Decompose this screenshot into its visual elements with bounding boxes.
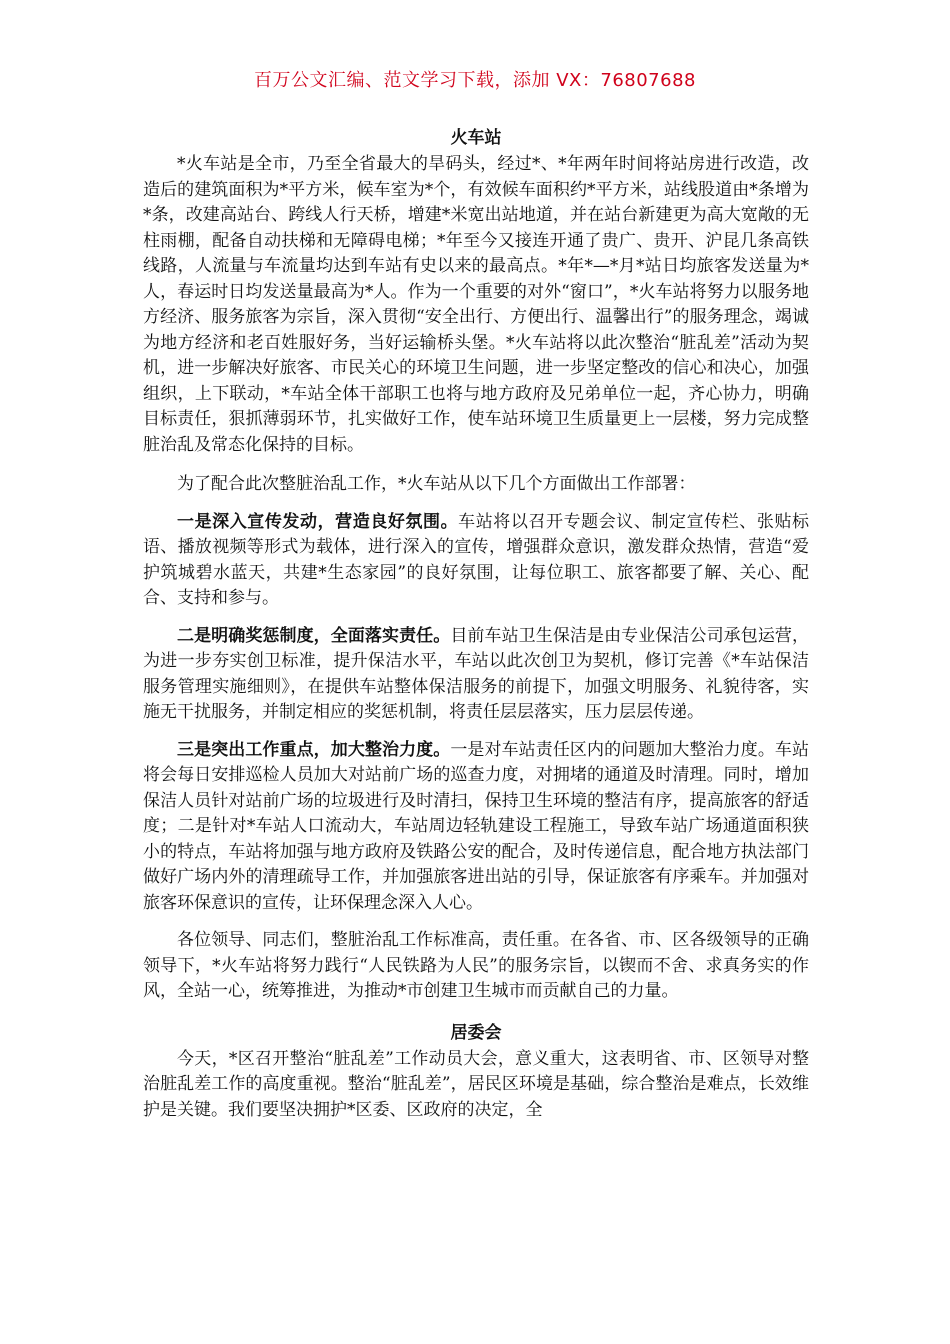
residents-committee-intro-paragraph: 今天，*区召开整治“脏乱差”工作动员大会，意义重大，这表明省、市、区领导对整治脏乱差工作的高度重视。整治“脏乱差”，居民区环境是基础，综合整治是难点，长效维护是关键。我们要坚决拥护*区委、区政府的决定，全 xyxy=(143,1048,809,1120)
point-two-paragraph xyxy=(143,624,809,726)
point-three-paragraph xyxy=(143,738,809,917)
point-one-paragraph xyxy=(143,510,809,612)
point-three-body: 一是对车站责任区内的问题加大整治力度。车站将会每日安排巡检人员加大对站前广场的巡查力度，对拥堵的通道及时清理。同时，增加保洁人员针对站前广场的垃圾进行及时清扫，保持卫生环境的整洁有序，提高旅客的舒适度；二是针对*车站人口流动大，车站周边轻轨建设工程施工，导致车站广场通道面积狭小的特点，车站将加强与地方政府及铁路公安的配合，及时传递信息，配合地方执法部门做好广场内外的清理疏导工作，并加强旅客进出站的引导，保证旅客有序乘车。并加强对旅客环保意识的宣传，让环保理念深入人心。 xyxy=(143,739,810,913)
point-three-heading: 三是突出工作重点，加大整治力度。 xyxy=(177,739,451,760)
promo-banner: 百万公文汇编、范文学习下载，添加 VX：76807688 xyxy=(254,70,696,91)
point-one-heading: 一是深入宣传发动，营造良好氛围。 xyxy=(177,511,459,532)
point-two-heading: 二是明确奖惩制度，全面落实责任。 xyxy=(177,625,451,646)
section-title-residents-committee: 居委会 xyxy=(450,1022,502,1043)
closing-paragraph: 各位领导、同志们，整脏治乱工作标准高，责任重。在各省、市、区各级领导的正确领导下，*火车站将努力践行“人民铁路为人民”的服务宗旨，以锲而不舍、求真务实的作风，全站一心，统筹推进，为推动*市创建卫生城市而贡献自己的力量。 xyxy=(143,930,809,1001)
work-deployment-lead-paragraph: 为了配合此次整脏治乱工作，*火车站从以下几个方面做出工作部署： xyxy=(177,474,696,494)
point-one-body: 车站将以召开专题会议、制定宣传栏、张贴标语、播放视频等形式为载体，进行深入的宣传，增强群众意识，激发群众热情，营造“爱护筑城碧水蓝天，共建*生态家园”的良好氛围，让每位职工、旅客都要了解、关心、配合、支持和参与。 xyxy=(143,511,810,608)
section-title-train-station: 火车站 xyxy=(450,128,502,148)
train-station-intro-paragraph: *火车站是全市，乃至全省最大的旱码头，经过*、*年两年时间将站房进行改造，改造后的建筑面积为*平方米，候车室为*个，有效候车面积约*平方米，站线股道由*条增为*条，改建高站台、跨线人行天桥，增建*米宽出站地道，并在站台新建更为高大宽敞的无柱雨棚，配备自动扶梯和无障碍电梯；*年至今又接连开通了贵广、贵开、沪昆几条高铁线路，人流量与车流量均达到车站有史以来的最高点。*年*—*月*站日均旅客发送量为*人，春运时日均发送量最高为*人。作为一个重要的对外“窗口”，*火车站将努力以服务地方经济、服务旅客为宗旨，深入贯彻“安全出行、方便出行、温馨出行”的服务理念，竭诚为地方经济和老百姓服好务，当好运输桥头堡。*火车站将以此次整治“脏乱差”活动为契机，进一步解决好旅客、市民关心的环境卫生问题，进一步坚定整改的信心和决心，加强组织，上下联动，*车站全体干部职工也将与地方政府及兄弟单位一起，齐心协力，明确目标责任，狠抓薄弱环节，扎实做好工作，使车站环境卫生质量更上一层楼，努力完成整脏治乱及常态化保持的目标。 xyxy=(143,154,809,455)
point-two-body: 目前车站卫生保洁是由专业保洁公司承包运营，为进一步夯实创卫标准，提升保洁水平，车站以此次创卫为契机，修订完善《*车站保洁服务管理实施细则》，在提供车站整体保洁服务的前提下，加强文明服务、礼貌待客，实施无干扰服务，并制定相应的奖惩机制，将责任层层落实，压力层层传递。 xyxy=(143,625,810,722)
document-body xyxy=(143,124,809,1137)
